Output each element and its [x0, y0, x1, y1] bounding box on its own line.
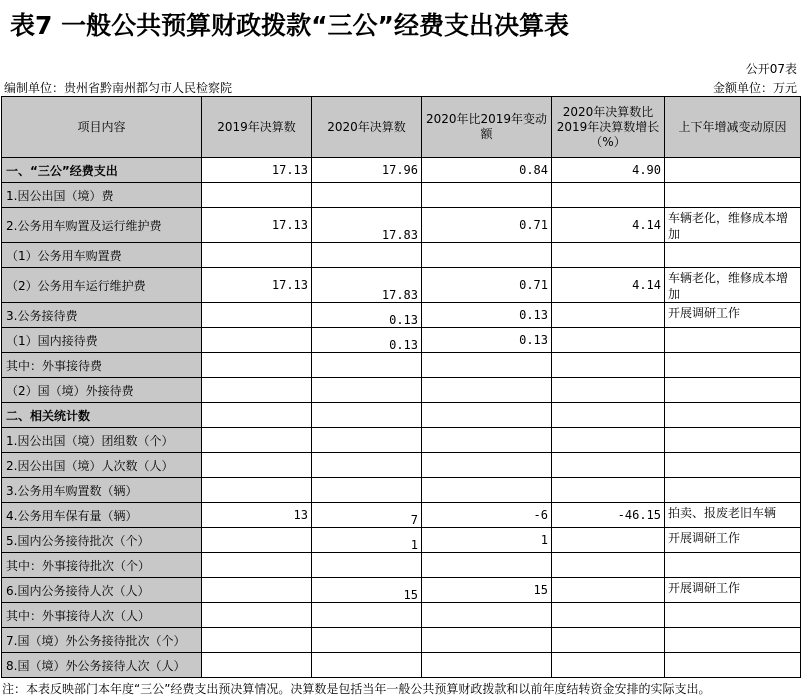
table-row [2, 603, 801, 628]
cell-growth [552, 303, 665, 328]
amount-unit: 金额单位：万元 [712, 81, 797, 95]
compiling-unit: 编制单位：贵州省黔南州都匀市人民检察院 [4, 81, 233, 95]
row-label: （2）国（境）外接待费 [2, 378, 202, 403]
cell-growth [552, 243, 665, 268]
cell-change: 0.84 [422, 158, 552, 183]
table-row [2, 528, 801, 553]
cell-growth [552, 553, 665, 578]
cell-2020: 15 [312, 578, 422, 603]
row-label: 二、相关统计数 [2, 403, 202, 428]
cell-2020: 7 [312, 503, 422, 528]
cell-2019 [202, 378, 312, 403]
cell-2020 [312, 428, 422, 453]
header-reason: 上下年增减变动原因 [665, 97, 801, 158]
table-row [2, 453, 801, 478]
table-row [2, 183, 801, 208]
cell-2020 [312, 478, 422, 503]
row-label: （1）公务用车购置费 [2, 243, 202, 268]
cell-change: 15 [422, 578, 552, 603]
table-row [2, 328, 801, 353]
cell-change [422, 553, 552, 578]
cell-reason: 车辆老化，维修成本增加 [665, 268, 801, 303]
cell-change [422, 428, 552, 453]
cell-2019 [202, 453, 312, 478]
cell-2019 [202, 183, 312, 208]
cell-growth [552, 603, 665, 628]
row-label: 1.因公出国（境）团组数（个） [2, 428, 202, 453]
row-label: （1）国内接待费 [2, 328, 202, 353]
cell-2020 [312, 653, 422, 678]
cell-growth: 4.14 [552, 208, 665, 243]
cell-change: -6 [422, 503, 552, 528]
cell-reason: 开展调研工作 [665, 578, 801, 603]
table-row [2, 378, 801, 403]
header-2020: 2020年决算数 [312, 97, 422, 158]
cell-change: 0.71 [422, 208, 552, 243]
cell-reason [665, 428, 801, 453]
table-row [2, 578, 801, 603]
header-change: 2020年比2019年变动额 [422, 97, 552, 158]
table-row [2, 478, 801, 503]
row-label: 一、“三公”经费支出 [2, 158, 202, 183]
cell-reason: 开展调研工作 [665, 303, 801, 328]
cell-growth [552, 478, 665, 503]
cell-reason [665, 158, 801, 183]
cell-growth [552, 428, 665, 453]
cell-2019 [202, 528, 312, 553]
cell-2019 [202, 553, 312, 578]
table-row [2, 353, 801, 378]
header-row [2, 97, 801, 158]
cell-change: 1 [422, 528, 552, 553]
cell-growth [552, 353, 665, 378]
cell-reason [665, 183, 801, 208]
cell-2020: 17.96 [312, 158, 422, 183]
cell-2019 [202, 653, 312, 678]
cell-2020: 17.83 [312, 268, 422, 303]
row-label: 2.因公出国（境）人次数（人） [2, 453, 202, 478]
cell-2019 [202, 478, 312, 503]
cell-change [422, 453, 552, 478]
cell-2020 [312, 378, 422, 403]
cell-reason [665, 328, 801, 353]
cell-2019: 17.13 [202, 158, 312, 183]
cell-growth: -46.15 [552, 503, 665, 528]
table-row [2, 628, 801, 653]
cell-2019: 17.13 [202, 268, 312, 303]
cell-2019 [202, 243, 312, 268]
cell-2020: 0.13 [312, 328, 422, 353]
cell-change [422, 653, 552, 678]
cell-growth [552, 453, 665, 478]
cell-2019 [202, 403, 312, 428]
cell-growth [552, 653, 665, 678]
cell-growth [552, 578, 665, 603]
cell-change: 0.13 [422, 303, 552, 328]
cell-reason [665, 403, 801, 428]
table-row [2, 653, 801, 678]
cell-growth: 4.90 [552, 158, 665, 183]
table-row [2, 158, 801, 183]
cell-2020 [312, 183, 422, 208]
header-item: 项目内容 [2, 97, 202, 158]
cell-2019 [202, 328, 312, 353]
row-label: 其中：外事接待费 [2, 353, 202, 378]
cell-2020 [312, 353, 422, 378]
cell-reason [665, 353, 801, 378]
cell-2020 [312, 403, 422, 428]
cell-2019 [202, 303, 312, 328]
cell-growth [552, 403, 665, 428]
cell-2019 [202, 578, 312, 603]
cell-change [422, 353, 552, 378]
cell-2020 [312, 603, 422, 628]
table-row [2, 503, 801, 528]
cell-2020 [312, 628, 422, 653]
expenditure-table [1, 96, 801, 678]
header-2019: 2019年决算数 [202, 97, 312, 158]
cell-change [422, 603, 552, 628]
header-growth: 2020年决算数比2019年决算数增长（%） [552, 97, 665, 158]
cell-2019: 17.13 [202, 208, 312, 243]
cell-reason: 车辆老化，维修成本增加 [665, 208, 801, 243]
row-label: 5.国内公务接待批次（个） [2, 528, 202, 553]
cell-reason [665, 653, 801, 678]
row-label: 4.公务用车保有量（辆） [2, 503, 202, 528]
cell-change [422, 183, 552, 208]
cell-growth [552, 378, 665, 403]
cell-reason [665, 378, 801, 403]
cell-growth [552, 328, 665, 353]
cell-2020: 0.13 [312, 303, 422, 328]
cell-2020: 17.83 [312, 208, 422, 243]
cell-2020 [312, 243, 422, 268]
cell-2019 [202, 353, 312, 378]
cell-change [422, 478, 552, 503]
table-code: 公开07表 [745, 62, 797, 76]
table-row [2, 403, 801, 428]
row-label: 3.公务用车购置数（辆） [2, 478, 202, 503]
cell-change: 0.13 [422, 328, 552, 353]
footnote: 注：本表反映部门本年度“三公”经费支出预决算情况。决算数是包括当年一般公共预算财政拨款和以前年度结转资金安排的实际支出。 [2, 682, 711, 696]
cell-change [422, 403, 552, 428]
cell-2019 [202, 603, 312, 628]
cell-2020: 1 [312, 528, 422, 553]
cell-change [422, 378, 552, 403]
cell-growth: 4.14 [552, 268, 665, 303]
cell-change [422, 628, 552, 653]
table-row [2, 268, 801, 303]
cell-2020 [312, 453, 422, 478]
row-label: 其中：外事接待人次（人） [2, 603, 202, 628]
cell-reason [665, 553, 801, 578]
cell-2019 [202, 428, 312, 453]
page-title: 表7 一般公共预算财政拨款“三公”经费支出决算表 [10, 11, 569, 40]
cell-growth [552, 528, 665, 553]
cell-2019: 13 [202, 503, 312, 528]
cell-reason [665, 453, 801, 478]
cell-reason [665, 628, 801, 653]
cell-reason: 开展调研工作 [665, 528, 801, 553]
table-row [2, 208, 801, 243]
row-label: 6.国内公务接待人次（人） [2, 578, 202, 603]
row-label: 2.公务用车购置及运行维护费 [2, 208, 202, 243]
cell-reason: 拍卖、报废老旧车辆 [665, 503, 801, 528]
cell-reason [665, 603, 801, 628]
cell-reason [665, 243, 801, 268]
cell-growth [552, 183, 665, 208]
row-label: （2）公务用车运行维护费 [2, 268, 202, 303]
row-label: 其中：外事接待批次（个） [2, 553, 202, 578]
row-label: 8.国（境）外公务接待人次（人） [2, 653, 202, 678]
cell-reason [665, 478, 801, 503]
cell-2019 [202, 628, 312, 653]
cell-change: 0.71 [422, 268, 552, 303]
cell-growth [552, 628, 665, 653]
cell-2020 [312, 553, 422, 578]
row-label: 7.国（境）外公务接待批次（个） [2, 628, 202, 653]
table-row [2, 553, 801, 578]
row-label: 3.公务接待费 [2, 303, 202, 328]
table-row [2, 243, 801, 268]
table-row [2, 303, 801, 328]
row-label: 1.因公出国（境）费 [2, 183, 202, 208]
table-row [2, 428, 801, 453]
cell-change [422, 243, 552, 268]
